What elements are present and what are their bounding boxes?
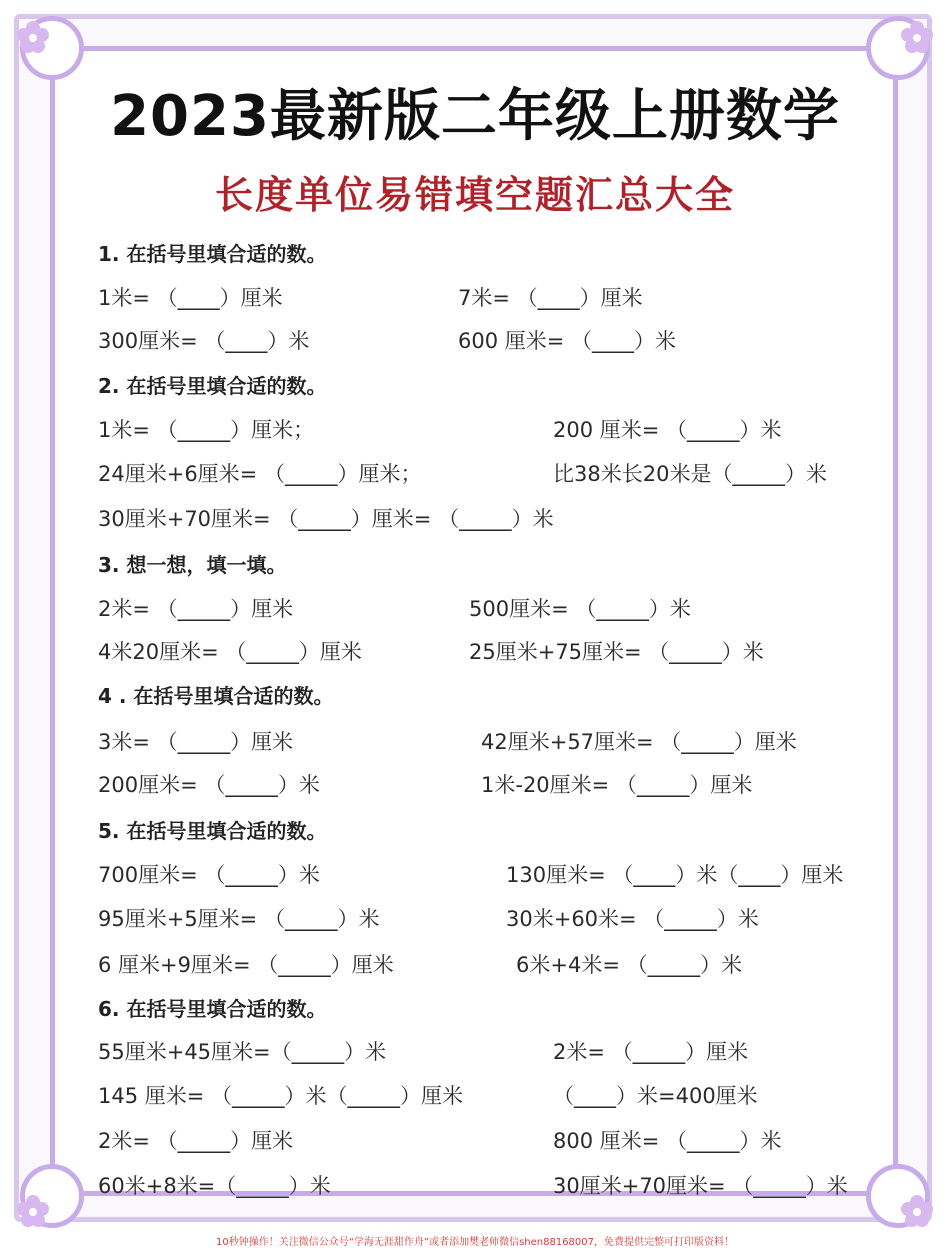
question-item: 30厘米+70厘米= （_____）厘米= （_____）米 <box>98 507 554 531</box>
question-item: （____）米=400厘米 <box>553 1084 758 1108</box>
section-heading: 5. 在括号里填合适的数。 <box>98 819 327 843</box>
section-heading: 2. 在括号里填合适的数。 <box>98 374 327 398</box>
question-item: 7米= （____）厘米 <box>458 286 643 310</box>
question-item: 2米= （_____）厘米 <box>98 597 294 621</box>
footer-notice: 10秒钟操作！关注微信公众号“学海无涯甜作舟”或者添加樊老师微信shen88168007，免费提供完整可打印版资料！ <box>215 1237 735 1248</box>
question-item: 6 厘米+9厘米= （_____）厘米 <box>98 953 394 977</box>
flower-icon <box>900 1194 934 1228</box>
question-item: 1米= （_____）厘米； <box>98 418 315 442</box>
question-item: 130厘米= （____）米（____）厘米 <box>506 863 844 887</box>
question-item: 1米-20厘米= （_____）厘米 <box>481 773 753 797</box>
question-item: 30厘米+70厘米= （_____）米 <box>553 1174 848 1198</box>
question-item: 800 厘米= （_____）米 <box>553 1129 782 1153</box>
question-item: 3米= （_____）厘米 <box>98 730 294 754</box>
question-item: 300厘米= （____）米 <box>98 329 310 353</box>
question-item: 30米+60米= （_____）米 <box>506 907 759 931</box>
question-item: 600 厘米= （____）米 <box>458 329 677 353</box>
question-item: 6米+4米= （_____）米 <box>516 953 743 977</box>
flower-icon <box>900 20 934 54</box>
section-heading: 6. 在括号里填合适的数。 <box>98 997 327 1021</box>
question-item: 4米20厘米= （_____）厘米 <box>98 640 362 664</box>
question-item: 42厘米+57厘米= （_____）厘米 <box>481 730 797 754</box>
flower-icon <box>16 20 50 54</box>
question-item: 200 厘米= （_____）米 <box>553 418 782 442</box>
question-item: 700厘米= （_____）米 <box>98 863 320 887</box>
flower-icon <box>16 1194 50 1228</box>
section-heading: 4 . 在括号里填合适的数。 <box>98 684 334 708</box>
question-item: 2米= （_____）厘米 <box>98 1129 294 1153</box>
question-item: 2米= （_____）厘米 <box>553 1040 749 1064</box>
question-item: 60米+8米=（_____）米 <box>98 1174 331 1198</box>
question-item: 比38米长20米是（_____）米 <box>553 462 827 486</box>
section-heading: 3. 想一想，填一填。 <box>98 553 287 577</box>
page-subtitle: 长度单位易错填空题汇总大全 <box>214 173 735 217</box>
question-item: 25厘米+75厘米= （_____）米 <box>469 640 764 664</box>
question-item: 1米= （____）厘米 <box>98 286 283 310</box>
question-item: 145 厘米= （_____）米（_____）厘米 <box>98 1084 464 1108</box>
section-heading: 1. 在括号里填合适的数。 <box>98 242 327 266</box>
question-item: 55厘米+45厘米=（_____）米 <box>98 1040 387 1064</box>
question-item: 95厘米+5厘米= （_____）米 <box>98 907 380 931</box>
page-title: 2023最新版二年级上册数学 <box>110 84 840 149</box>
question-item: 24厘米+6厘米= （_____）厘米； <box>98 462 422 486</box>
question-item: 200厘米= （_____）米 <box>98 773 320 797</box>
question-item: 500厘米= （_____）米 <box>469 597 691 621</box>
